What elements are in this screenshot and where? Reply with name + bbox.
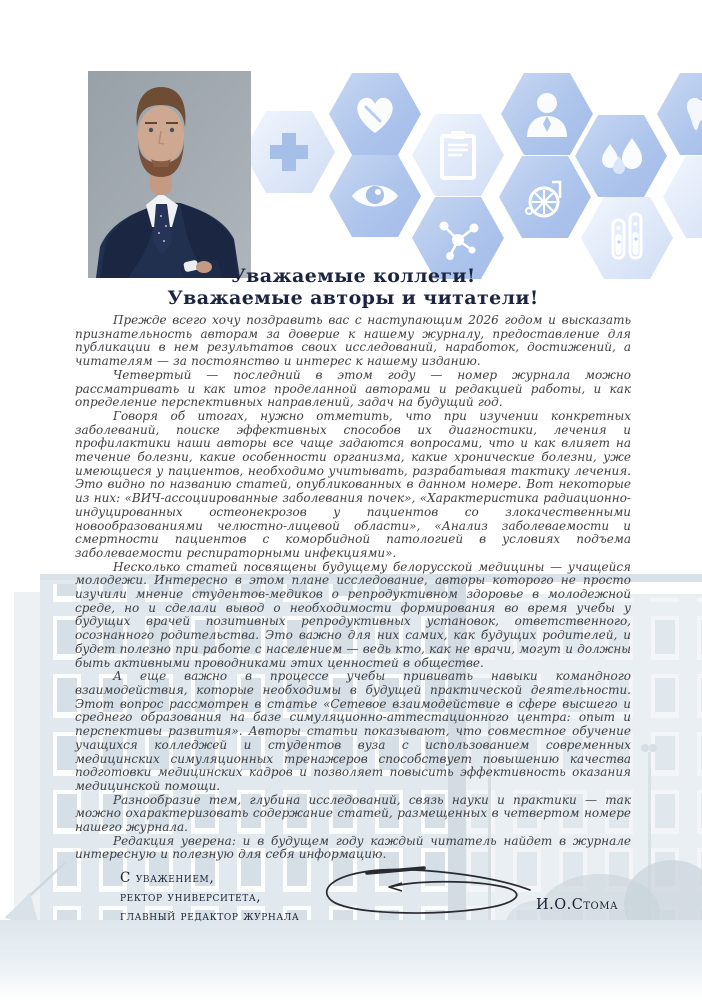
hexagon-eye (329, 155, 421, 237)
hexagon-wheelchair (499, 156, 591, 238)
molecule-icon (434, 214, 482, 262)
letter-paragraph: Несколько статей посвящены будущему белорусской медицины — учащейся молодежи. Интересно в этом плане исследование, авторы которого не просто изучили мнение студентов-медиков о репродуктивном здоровье в молодежной среде, но и сделали вывод о необходимости формирования во время учебы у будущих врачей позитивных репродуктивных установок, ответственного, осознанного родительства. Это важно для них самих, как будущих родителей, и будет полезно при работе с населением — ведь кто, как не врачи, могут и должны быть активными проводниками этих ценностей в обществе. (75, 559, 631, 670)
letter-paragraph: Четвертый — последний в этом году — номер журнала можно рассматривать и как итог проделанной авторами и редакцией работы, и как определение перспективных направлений, задач на будущий год. (75, 367, 631, 410)
signature-name: И.О.Стома (536, 897, 619, 913)
letter-paragraph: Разнообразие тем, глубина исследований, связь науки и практики — так можно охарактеризовать содержание статей, размещенных в четвертом номере нашего журнала. (75, 792, 631, 835)
hexagon-right-edge-bottom (663, 156, 702, 238)
letter-title-line1: Уважаемые коллеги! (230, 265, 476, 287)
test-tubes-icon (607, 212, 647, 264)
blood-drops-icon (597, 134, 645, 178)
hexagon-medic-person (501, 73, 593, 155)
letter-paragraph: Прежде всего хочу поздравить вас с наступающим 2026 годом и высказать признательность авторам за доверие к нашему журналу, предоставление для публикации в нем результатов своих исследований, наработок, достижений, а читателям — за постоянство и интерес к нашему изданию. (75, 313, 631, 369)
signature-role-rector: ректор университета, (120, 889, 262, 905)
wheelchair-icon (522, 174, 568, 220)
signature-salutation: С уважением, (120, 870, 215, 886)
eye-icon (350, 180, 400, 212)
letter-paragraph: Говоря об итогах, нужно отметить, что при изучении конкретных заболеваний, поиске эффективных способов их диагностики, лечения и профилактики наши авторы все чаще задаются вопросами, что и как влияет на течение болезни, какие особенности организма, какие хронические болезни, уже имеющиеся у пациентов, необходимо учитывать, разрабатывая тактику лечения. Это видно по названию статей, опубликованных в данном номере. Вот некоторые из них: «ВИЧ-ассоциированные заболевания почек», «Характеристика радиационно-индуцированных остеонекрозов у пациентов со злокачественными новообразованиями челюстно-лицевой области», «Анализ заболеваемости и смертности пациентов с коморбидной патологией в условиях подъема заболеваемости респираторными инфекциями». (75, 408, 631, 560)
hexagon-heart (329, 73, 421, 155)
handwritten-signature (312, 860, 540, 932)
signature-block (120, 869, 299, 926)
hexagon-blood-drops (575, 115, 667, 197)
signature-role-editor: главный редактор журнала (120, 908, 300, 924)
letter-content (75, 266, 631, 862)
letter-paragraph: Редакция уверена: и в будущем году каждый читатель найдет в журнале интересную и полезную для себя информацию. (75, 833, 631, 862)
rector-portrait-photo (88, 71, 251, 278)
hexagon-clipboard (412, 114, 504, 196)
medic-person-icon (525, 91, 569, 137)
tooth-icon (683, 94, 702, 134)
hexagon-medical-cross (243, 111, 335, 193)
medical-cross-icon (266, 129, 312, 175)
letter-body (75, 314, 631, 862)
letter-paragraph: А еще важно в процессе учебы прививать навыки командного взаимодействия, которые необходимы в будущей практической деятельности. Этот вопрос рассмотрен в статье «Сетевое взаимодействие в сфере высшего и среднего образования на базе симуляционно-аттестационного центра: опыт и перспективы развития». Авторы статьи показывают, что совместное обучение учащихся колледжей и студентов вуза с использованием современных медицинских симуляционных тренажеров способствует повышению качества подготовки медицинских кадров и позволяет повысить эффективность оказания медицинской помощи. (75, 669, 631, 793)
heart-icon (352, 93, 398, 135)
hexagon-right-edge-top (657, 73, 702, 155)
letter-title-line2: Уважаемые авторы и читатели! (167, 286, 539, 309)
clipboard-icon (438, 130, 478, 180)
